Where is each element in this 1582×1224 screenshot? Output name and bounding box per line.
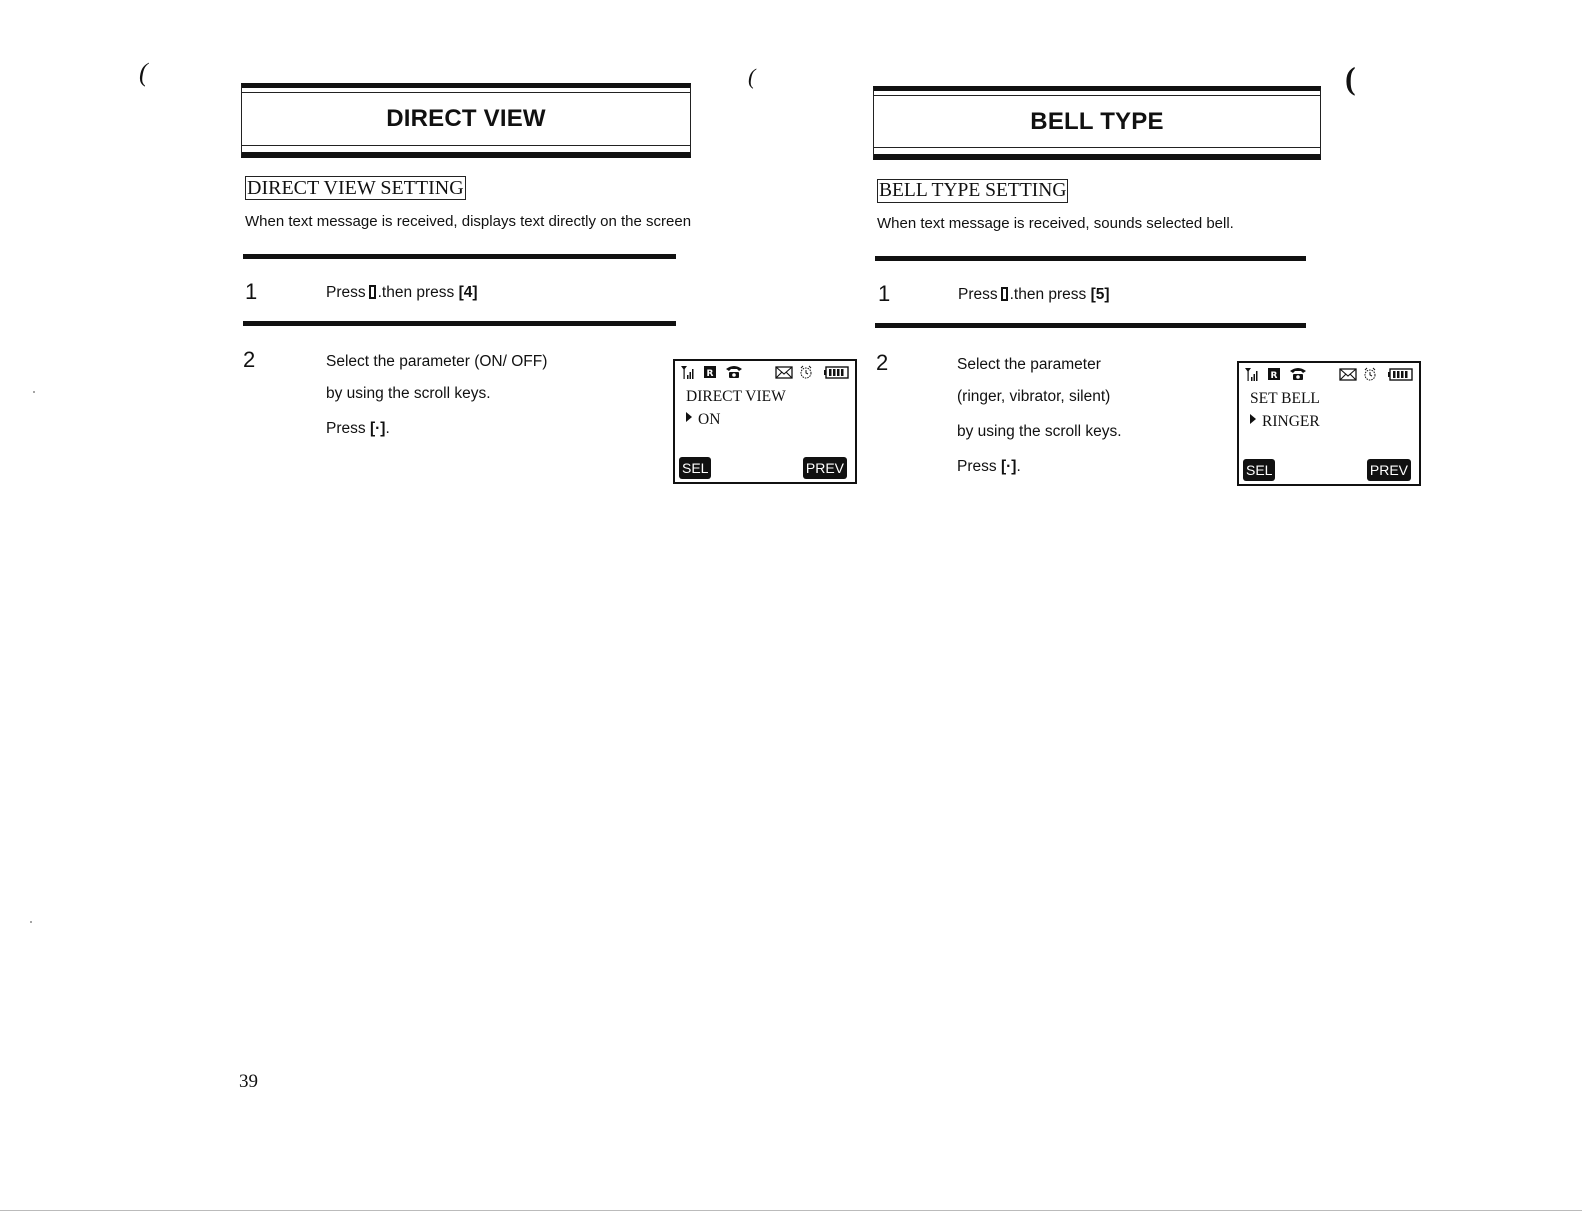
section-title: DIRECT VIEW <box>242 92 690 146</box>
key-label: [4] <box>458 284 478 301</box>
lcd-selected-option <box>1250 413 1320 431</box>
step-text <box>326 420 390 438</box>
pointer-triangle-icon <box>686 412 692 422</box>
divider <box>243 254 676 259</box>
step-text: by using the scroll keys. <box>957 423 1122 440</box>
phone-icon <box>1289 366 1307 382</box>
lcd-selected-option <box>686 411 720 429</box>
key-label: [·] <box>1000 458 1017 475</box>
scan-edge-line <box>0 1210 1582 1211</box>
envelope-icon <box>775 364 793 380</box>
step-number: 2 <box>243 347 256 372</box>
step-text <box>957 458 1021 476</box>
phone-icon <box>725 364 743 380</box>
step-text-pre: Press <box>326 420 366 437</box>
step-text-post: .then press <box>1009 286 1087 303</box>
page-number: 39 <box>239 1071 258 1092</box>
step-text-pre: Press <box>957 458 997 475</box>
softkey-prev-button[interactable]: PREV <box>1367 459 1411 481</box>
step-text <box>326 284 478 302</box>
step-text-post: .then press <box>377 284 455 301</box>
status-bar <box>1242 366 1416 384</box>
alarm-icon <box>1362 366 1378 382</box>
lcd-menu-title: DIRECT VIEW <box>686 388 786 405</box>
scan-dot <box>30 921 32 923</box>
margin-mark: ( <box>1345 60 1356 96</box>
margin-mark: ( <box>139 58 148 87</box>
step-number: 1 <box>245 279 258 304</box>
lcd-option-value: ON <box>698 411 721 428</box>
softkey-sel-button[interactable]: SEL <box>679 457 711 479</box>
svg-text:R: R <box>1270 371 1278 381</box>
margin-mark: ( <box>748 64 756 89</box>
signal-icon <box>680 364 696 380</box>
divider <box>243 321 676 326</box>
step-text: Select the parameter <box>957 356 1101 373</box>
step-text: Select the parameter (ON/ OFF) <box>326 353 548 370</box>
phone-lcd-screen <box>1237 361 1421 486</box>
lcd-option-value: RINGER <box>1262 413 1320 430</box>
battery-icon <box>1388 366 1414 382</box>
step-number: 1 <box>878 281 891 306</box>
setting-label: DIRECT VIEW SETTING <box>247 177 464 199</box>
scan-dot <box>33 391 35 393</box>
key-label: [·] <box>369 420 386 437</box>
menu-key-icon <box>1001 287 1008 301</box>
section-description: When text message is received, sounds selected bell. <box>877 215 1234 232</box>
pointer-triangle-icon <box>1250 414 1256 424</box>
key-label: [5] <box>1090 286 1110 303</box>
section-description: When text message is received, displays text directly on the screen <box>245 213 692 230</box>
step-text-pre: Press <box>958 286 998 303</box>
softkey-prev-button[interactable]: PREV <box>803 457 847 479</box>
step-text: by using the scroll keys. <box>326 385 491 402</box>
setting-label: BELL TYPE SETTING <box>879 180 1067 201</box>
step-number: 2 <box>876 350 889 375</box>
divider <box>875 256 1306 261</box>
phone-lcd-screen <box>673 359 857 484</box>
menu-key-icon <box>369 285 376 299</box>
step-text-post: . <box>385 420 390 437</box>
step-text <box>958 286 1110 304</box>
envelope-icon <box>1339 366 1357 382</box>
divider <box>875 323 1306 328</box>
section-title-box <box>873 86 1321 160</box>
step-text-post: . <box>1016 458 1021 475</box>
step-text-pre: Press <box>326 284 366 301</box>
alarm-icon <box>798 364 814 380</box>
step-text: (ringer, vibrator, silent) <box>957 388 1111 405</box>
section-title-box <box>241 83 691 158</box>
section-title: BELL TYPE <box>874 95 1320 148</box>
lcd-menu-title: SET BELL <box>1250 390 1320 407</box>
status-bar <box>678 364 852 382</box>
softkey-sel-button[interactable]: SEL <box>1243 459 1275 481</box>
signal-icon <box>1244 366 1260 382</box>
battery-icon <box>824 364 850 380</box>
roaming-icon <box>1267 366 1281 382</box>
svg-text:R: R <box>706 369 714 379</box>
roaming-icon <box>703 364 717 380</box>
